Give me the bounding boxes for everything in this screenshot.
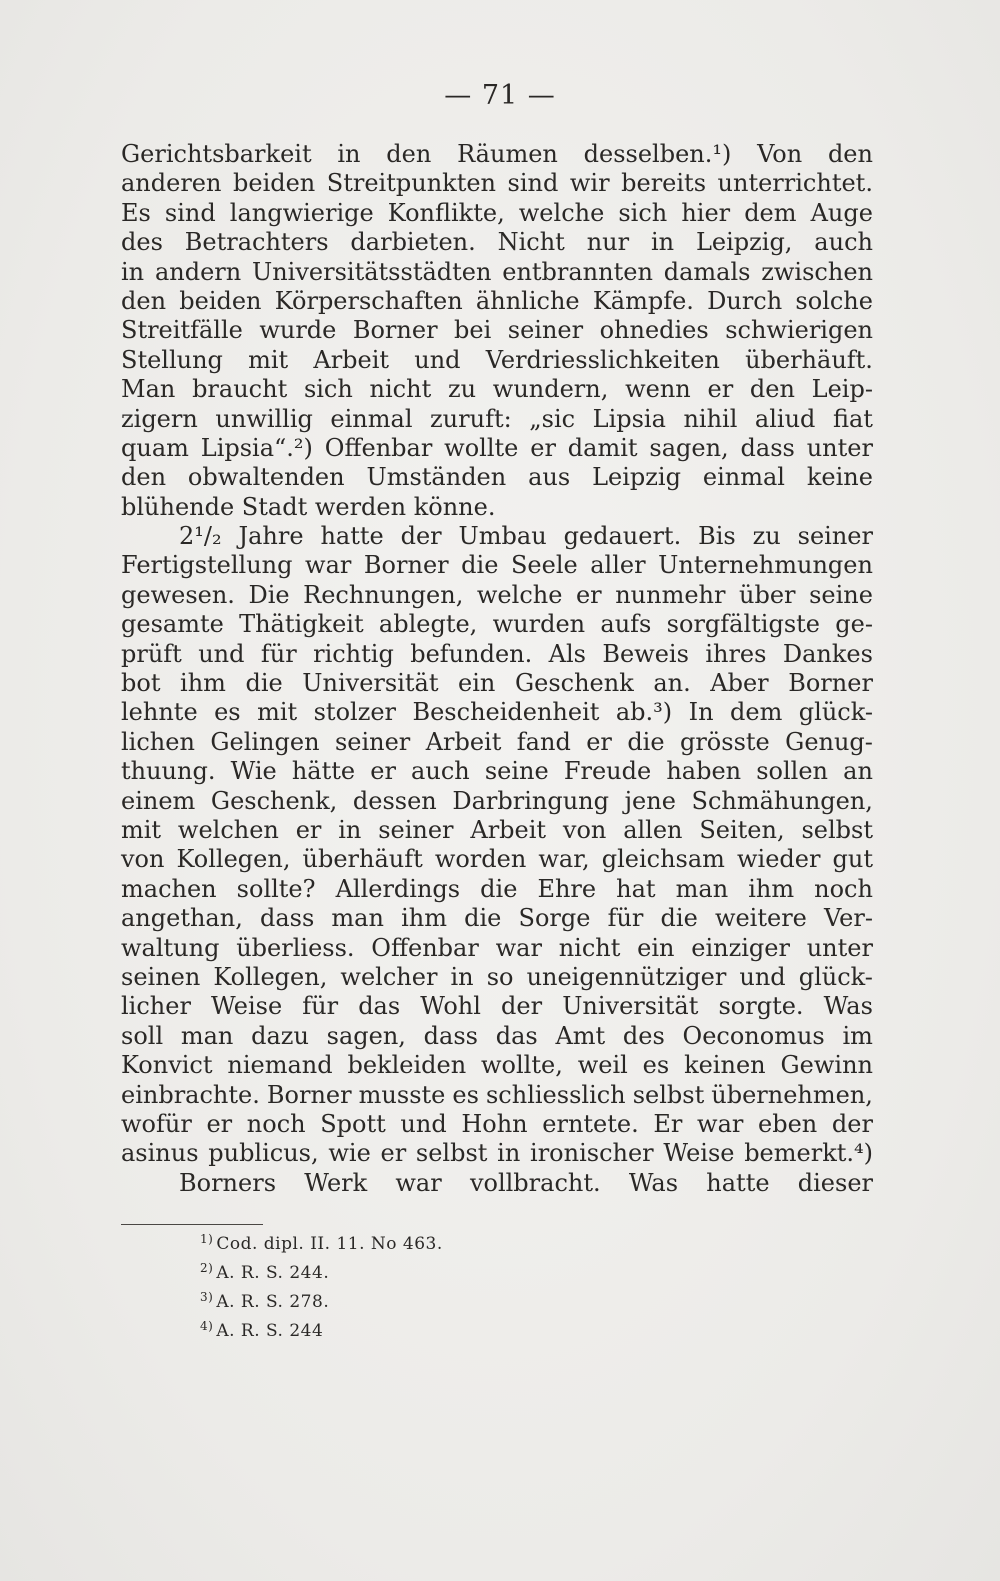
text-line: gesamte Thätigkeit ablegte, wurden aufs sorgfältigste ge-	[121, 610, 873, 639]
text-line: den beiden Körperschaften ähnliche Kämpfe. Durch solche	[121, 286, 873, 315]
footnote	[200, 1227, 443, 1256]
text-line: blühende Stadt werden könne.	[121, 492, 496, 521]
footnote-text: A. R. S. 244.	[216, 1263, 330, 1283]
text-line: einbrachte. Borner musste es schliesslich selbst übernehmen,	[121, 1080, 873, 1109]
text-line: Es sind langwierige Konflikte, welche sich hier dem Auge	[121, 198, 873, 227]
text-line: angethan, dass man ihm die Sorge für die weitere Ver-	[121, 904, 873, 933]
text-line: einem Geschenk, dessen Darbringung jene Schmähungen,	[121, 786, 873, 815]
text-line: mit welchen er in seiner Arbeit von allen Seiten, selbst	[121, 815, 873, 844]
text-line: in andern Universitätsstädten entbrannten damals zwischen	[121, 257, 873, 286]
text-line: soll man dazu sagen, dass das Amt des Oeconomus im	[121, 1021, 873, 1050]
text-line: anderen beiden Streitpunkten sind wir bereits unterrichtet.	[121, 169, 873, 198]
text-line: prüft und für richtig befunden. Als Beweis ihres Dankes	[121, 639, 873, 668]
text-line: Streitfälle wurde Borner bei seiner ohnedies schwierigen	[121, 316, 873, 345]
page-number: — 71 —	[444, 80, 556, 111]
text-line: des Betrachters darbieten. Nicht nur in Leipzig, auch	[121, 228, 873, 257]
text-line: licher Weise für das Wohl der Universität sorgte. Was	[121, 992, 873, 1021]
text-line: waltung überliess. Offenbar war nicht ein einziger unter	[121, 933, 873, 962]
text-line: thuung. Wie hätte er auch seine Freude haben sollen an	[121, 757, 873, 786]
text-line: zigern unwillig einmal zuruft: „sic Lipsia nihil aliud fiat	[121, 404, 873, 433]
footnote	[200, 1314, 443, 1343]
text-line: lehnte es mit stolzer Bescheidenheit ab.³) In dem glück-	[121, 698, 873, 727]
text-line: asinus publicus, wie er selbst in ironischer Weise bemerkt.⁴)	[121, 1139, 873, 1168]
text-line: gewesen. Die Rechnungen, welche er nunmehr über seine	[121, 580, 873, 609]
text-line: Stellung mit Arbeit und Verdriesslichkeiten überhäuft.	[121, 345, 873, 374]
text-line: quam Lipsia“.²) Offenbar wollte er damit sagen, dass unter	[121, 433, 873, 462]
footnote	[200, 1285, 443, 1314]
footnotes	[200, 1227, 443, 1343]
text-line: 2¹/₂ Jahre hatte der Umbau gedauert. Bis zu seiner	[179, 522, 873, 551]
text-line: von Kollegen, überhäuft worden war, gleichsam wieder gut	[121, 845, 873, 874]
text-line: Fertigstellung war Borner die Seele aller Unternehmungen	[121, 551, 873, 580]
text-line: lichen Gelingen seiner Arbeit fand er die grösste Genug-	[121, 727, 873, 756]
footnote-mark: 1)	[200, 1232, 214, 1246]
footnote-text: Cod. dipl. II. 11. No 463.	[216, 1234, 443, 1254]
text-line: seinen Kollegen, welcher in so uneigennütziger und glück-	[121, 962, 873, 991]
text-line: Borners Werk war vollbracht. Was hatte dieser	[179, 1168, 873, 1197]
footnote-text: A. R. S. 278.	[216, 1292, 330, 1312]
footnote-text: A. R. S. 244	[216, 1321, 324, 1341]
text-line: bot ihm die Universität ein Geschenk an. Aber Borner	[121, 669, 873, 698]
body-text	[121, 140, 873, 1198]
footnote-rule	[121, 1224, 263, 1225]
text-line: den obwaltenden Umständen aus Leipzig einmal keine	[121, 463, 873, 492]
footnote	[200, 1256, 443, 1285]
footnote-mark: 3)	[200, 1290, 214, 1304]
footnote-mark: 2)	[200, 1261, 214, 1275]
text-line: machen sollte? Allerdings die Ehre hat man ihm noch	[121, 874, 873, 903]
footnote-mark: 4)	[200, 1319, 214, 1333]
text-line: Man braucht sich nicht zu wundern, wenn er den Leip-	[121, 375, 873, 404]
text-line: Konvict niemand bekleiden wollte, weil es keinen Gewinn	[121, 1051, 873, 1080]
text-line: wofür er noch Spott und Hohn erntete. Er war eben der	[121, 1109, 873, 1138]
text-line: Gerichtsbarkeit in den Räumen desselben.¹) Von den	[121, 140, 873, 168]
